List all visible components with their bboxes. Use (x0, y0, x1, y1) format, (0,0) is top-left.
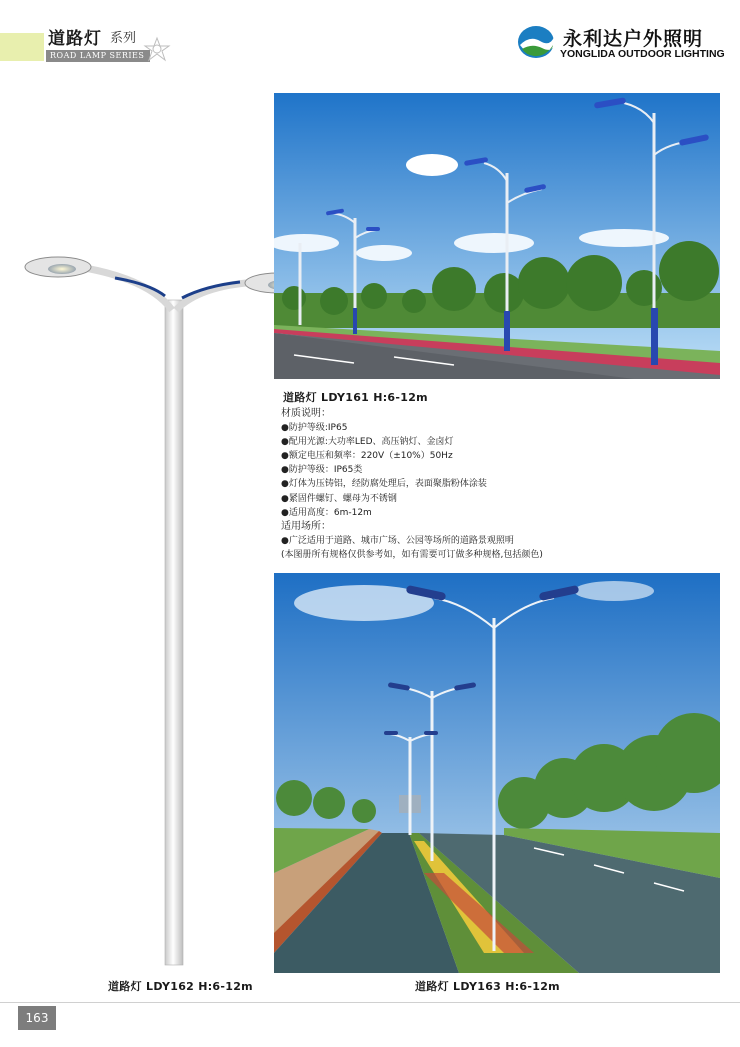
header-accent-block (0, 33, 44, 61)
ldy163-caption: 道路灯 LDY163 H:6-12m (415, 980, 560, 993)
page-subtitle: ROAD LAMP SERIES (50, 51, 145, 60)
brand-name-en: YONGLIDA OUTDOOR LIGHTING (560, 48, 725, 60)
spec-item: ●配用光源:大功率LED、高压钠灯、金卤灯 (281, 437, 454, 448)
brand-name-cn: 永利达户外照明 (563, 28, 704, 50)
spec-item: ●防护等级:IP65 (281, 423, 348, 434)
usage-item: ●广泛适用于道路、城市广场、公园等场所的道路景观照明 (281, 535, 514, 546)
page-title-series: 系列 (110, 31, 137, 46)
page-title: 道路灯 (48, 29, 102, 49)
ldy162-caption: 道路灯 LDY162 H:6-12m (108, 980, 253, 993)
footer-divider (0, 1002, 740, 1003)
ldy163-photo (274, 573, 720, 973)
spec-list (281, 407, 543, 562)
spec-item: ●紧固件螺钉、螺母为不锈钢 (281, 493, 397, 504)
page-number: 163 (18, 1006, 56, 1030)
snowflake-ornament-icon (142, 36, 172, 62)
material-heading: 材质说明： (281, 408, 331, 419)
ldy161-photo (274, 93, 720, 379)
usage-note: (本图册所有规格仅供参考如，如有需要可订做多种规格,包括颜色) (281, 549, 543, 560)
ldy161-caption: 道路灯 LDY161 H:6-12m (283, 391, 428, 404)
brand-logo-icon (516, 23, 556, 61)
spec-item: ●额定电压和频率：220V（±10%）50Hz (281, 451, 453, 462)
spec-item: ●适用高度：6m-12m (281, 507, 372, 518)
spec-item: ●防护等级：IP65类 (281, 465, 363, 476)
usage-heading: 适用场所： (281, 520, 331, 532)
spec-item: ●灯体为压铸铝，经防腐处理后，表面聚脂粉体涂装 (281, 479, 487, 490)
